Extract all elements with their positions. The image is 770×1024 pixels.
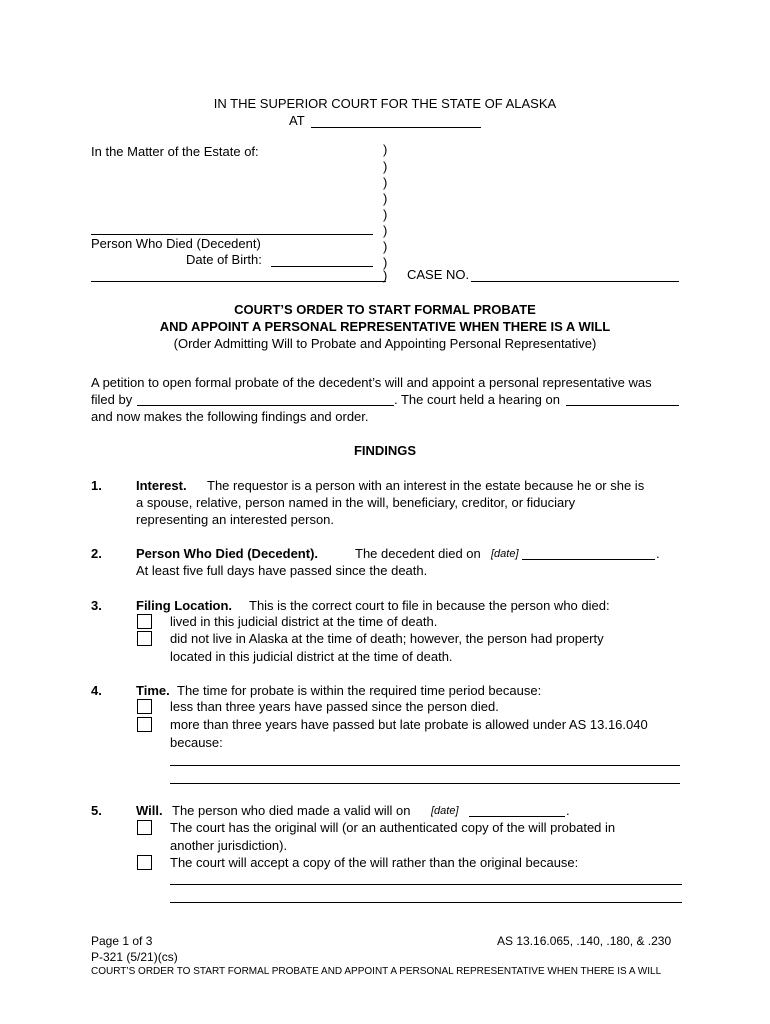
will-date-field[interactable] bbox=[469, 816, 565, 817]
section-2-line2: At least five full days have passed since the death. bbox=[136, 563, 428, 578]
section-4-number: 4. bbox=[91, 683, 102, 698]
section-4-option2-line1: more than three years have passed but late probate is allowed under AS 13.16.040 bbox=[170, 717, 648, 732]
section-2-period: . bbox=[656, 546, 660, 561]
section-2-text: The decedent died on bbox=[355, 546, 481, 561]
section-3-option1: lived in this judicial district at the time of death. bbox=[170, 614, 438, 629]
caption-paren: ) bbox=[383, 223, 388, 238]
estate-matter-label: In the Matter of the Estate of: bbox=[91, 144, 259, 159]
section-2-number: 2. bbox=[91, 546, 102, 561]
section-4-option1: less than three years have passed since the person died. bbox=[170, 699, 499, 714]
caption-paren: ) bbox=[383, 207, 388, 222]
form-number: P-321 (5/21)(cs) bbox=[91, 950, 178, 964]
footer-form-title: COURT’S ORDER TO START FORMAL PROBATE AND APPOINT A PERSONAL REPRESENTATIVE WHEN THERE IS A WILL bbox=[91, 966, 662, 977]
hearing-date-field[interactable] bbox=[566, 405, 679, 406]
late-probate-reason-line2[interactable] bbox=[170, 783, 680, 784]
caption-paren: ) bbox=[383, 268, 388, 283]
caption-paren: ) bbox=[383, 191, 388, 206]
findings-heading: FINDINGS bbox=[353, 443, 417, 458]
section-5-text: The person who died made a valid will on bbox=[172, 803, 411, 818]
section-1-line3: representing an interested person. bbox=[136, 512, 335, 527]
section-1-line2: a spouse, relative, person named in the will, beneficiary, creditor, or fiduciary bbox=[136, 495, 576, 510]
caption-bottom-line bbox=[91, 281, 386, 282]
caption-paren: ) bbox=[383, 239, 388, 254]
section-5-option1-line1: The court has the original will (or an authenticated copy of the will probated in bbox=[170, 820, 616, 835]
caption-paren: ) bbox=[383, 255, 388, 270]
section-3-text: This is the correct court to file in because the person who died: bbox=[249, 598, 610, 613]
will-copy-reason-line1[interactable] bbox=[170, 884, 682, 885]
section-3-option2-line1: did not live in Alaska at the time of death; however, the person had property bbox=[170, 631, 604, 646]
petitioner-field[interactable] bbox=[137, 405, 394, 406]
late-probate-reason-line1[interactable] bbox=[170, 765, 680, 766]
date-of-death-field[interactable] bbox=[522, 559, 655, 560]
section-5-heading: Will. bbox=[136, 803, 163, 818]
under-three-years-checkbox[interactable] bbox=[137, 699, 152, 714]
section-2-date-hint: [date] bbox=[491, 548, 519, 560]
lived-in-district-checkbox[interactable] bbox=[137, 614, 152, 629]
caption-paren: ) bbox=[383, 142, 388, 157]
caption-paren: ) bbox=[383, 175, 388, 190]
section-3-heading: Filing Location. bbox=[136, 598, 233, 613]
order-title-line1: COURT’S ORDER TO START FORMAL PROBATE bbox=[234, 302, 536, 317]
section-5-option2: The court will accept a copy of the will rather than the original because: bbox=[170, 855, 579, 870]
late-probate-checkbox[interactable] bbox=[137, 717, 152, 732]
original-will-checkbox[interactable] bbox=[137, 820, 152, 835]
section-5-option1-line2: another jurisdiction). bbox=[170, 838, 288, 853]
court-heading: IN THE SUPERIOR COURT FOR THE STATE OF ALASKA bbox=[213, 96, 557, 111]
section-1-line1: The requestor is a person with an interest in the estate because he or she is bbox=[207, 478, 645, 493]
statute-reference: AS 13.16.065, .140, .180, & .230 bbox=[497, 934, 672, 948]
intro-hearing-text: . The court held a hearing on bbox=[394, 392, 560, 407]
person-who-died-label: Person Who Died (Decedent) bbox=[91, 236, 261, 251]
section-1-heading: Interest. bbox=[136, 478, 187, 493]
caption-paren: ) bbox=[383, 159, 388, 174]
section-4-text: The time for probate is within the required time period because: bbox=[177, 683, 542, 698]
section-1-number: 1. bbox=[91, 478, 102, 493]
section-2-heading: Person Who Died (Decedent). bbox=[136, 546, 319, 561]
date-of-birth-field[interactable] bbox=[271, 266, 373, 267]
section-3-option2-line2: located in this judicial district at the time of death. bbox=[170, 649, 453, 664]
section-5-number: 5. bbox=[91, 803, 102, 818]
section-4-heading: Time. bbox=[136, 683, 170, 698]
case-number-label: CASE NO. bbox=[407, 267, 470, 282]
section-3-number: 3. bbox=[91, 598, 102, 613]
intro-filed-by: filed by bbox=[91, 392, 133, 407]
not-alaska-resident-checkbox[interactable] bbox=[137, 631, 152, 646]
section-5-period: . bbox=[566, 803, 570, 818]
will-copy-checkbox[interactable] bbox=[137, 855, 152, 870]
order-title-line2: AND APPOINT A PERSONAL REPRESENTATIVE WHEN THERE IS A WILL bbox=[159, 319, 611, 334]
section-5-date-hint: [date] bbox=[431, 805, 459, 817]
court-location-field[interactable] bbox=[311, 127, 481, 128]
intro-line1: A petition to open formal probate of the decedent’s will and appoint a personal representative was bbox=[91, 375, 652, 390]
will-copy-reason-line2[interactable] bbox=[170, 902, 682, 903]
intro-line3: and now makes the following findings and order. bbox=[91, 409, 369, 424]
order-subtitle: (Order Admitting Will to Probate and Appointing Personal Representative) bbox=[173, 336, 597, 351]
case-number-field[interactable] bbox=[471, 281, 679, 282]
at-label: AT bbox=[289, 113, 305, 128]
decedent-name-field[interactable] bbox=[91, 234, 373, 235]
date-of-birth-label: Date of Birth: bbox=[186, 252, 262, 267]
page-number: Page 1 of 3 bbox=[91, 934, 153, 948]
section-4-option2-line2: because: bbox=[170, 735, 223, 750]
